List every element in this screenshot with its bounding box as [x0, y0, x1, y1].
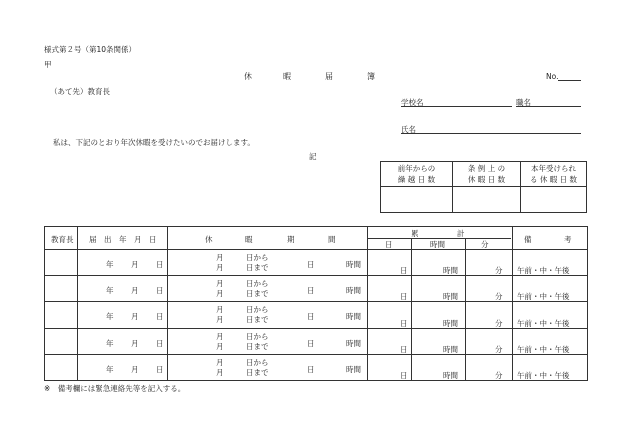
position-label: 職名	[516, 98, 531, 107]
row-to-day: 日まで	[246, 315, 269, 324]
row-period-hours: 時間	[346, 260, 361, 269]
row-total-hours: 時間	[443, 292, 458, 301]
header-biko-1: 備	[524, 235, 532, 244]
header-period-4: 間	[328, 235, 336, 244]
number-label: No.	[546, 72, 559, 81]
row-total-hours: 時間	[443, 266, 458, 275]
row-from-month: 月	[216, 253, 224, 262]
row-day: 日	[156, 286, 164, 295]
row-day: 日	[156, 339, 164, 348]
header-period-2: 暇	[245, 235, 253, 244]
leave-summary-table	[380, 161, 587, 213]
ko-label: 甲	[44, 60, 52, 69]
carryover-cell[interactable]	[381, 187, 453, 212]
row-total-min: 分	[495, 319, 503, 328]
row-month: 月	[131, 286, 139, 295]
row-month: 月	[131, 365, 139, 374]
row-from-day: 日から	[246, 305, 269, 314]
row-period-day: 日	[307, 312, 315, 321]
available-header: 本年受けられ る 休 暇 日 数	[521, 162, 586, 187]
row-to-month: 月	[216, 342, 224, 351]
row-from-day: 日から	[246, 279, 269, 288]
row-biko[interactable]: 午前・中・午後	[517, 371, 570, 380]
row-to-day: 日まで	[246, 342, 269, 351]
title-char-3: 届	[325, 72, 333, 81]
row-from-month: 月	[216, 279, 224, 288]
row-total-day: 日	[400, 345, 408, 354]
name-label: 氏名	[401, 125, 416, 134]
intro-text: 私は、下記のとおり年次休暇を受けたいのでお届けします。	[53, 138, 255, 147]
row-period-day: 日	[307, 339, 315, 348]
statutory-header: 条 例 上 の 休 暇 日 数	[453, 162, 521, 187]
row-total-min: 分	[495, 371, 503, 380]
statutory-cell[interactable]	[453, 187, 521, 212]
row-month: 月	[131, 260, 139, 269]
leave-table	[44, 226, 588, 381]
row-total-day: 日	[400, 266, 408, 275]
row-month: 月	[131, 339, 139, 348]
title-char-4: 簿	[367, 72, 375, 81]
row-to-day: 日まで	[246, 368, 269, 377]
header-days: 日	[385, 240, 393, 249]
row-period-hours: 時間	[346, 365, 361, 374]
row-period-day: 日	[307, 286, 315, 295]
row-total-day: 日	[400, 371, 408, 380]
header-minutes: 分	[481, 240, 489, 249]
row-period-hours: 時間	[346, 339, 361, 348]
row-to-month: 月	[216, 289, 224, 298]
form-number: 様式第２号（第10条関係）	[44, 45, 137, 54]
row-from-day: 日から	[246, 358, 269, 367]
row-day: 日	[156, 260, 164, 269]
position-field[interactable]	[516, 106, 581, 107]
school-field[interactable]	[401, 106, 512, 107]
row-total-hours: 時間	[443, 371, 458, 380]
header-ruikei-1: 累	[411, 229, 419, 238]
header-biko-2: 考	[564, 235, 572, 244]
row-period-hours: 時間	[346, 312, 361, 321]
row-to-month: 月	[216, 263, 224, 272]
number-field[interactable]	[558, 80, 581, 81]
row-total-min: 分	[495, 292, 503, 301]
ki-label: 記	[309, 152, 317, 161]
row-month: 月	[131, 312, 139, 321]
row-period-day: 日	[307, 260, 315, 269]
school-label: 学校名	[401, 98, 424, 107]
row-to-month: 月	[216, 315, 224, 324]
row-period-day: 日	[307, 365, 315, 374]
row-to-day: 日まで	[246, 263, 269, 272]
row-to-month: 月	[216, 368, 224, 377]
row-day: 日	[156, 365, 164, 374]
row-biko[interactable]: 午前・中・午後	[517, 266, 570, 275]
header-period-1: 休	[205, 235, 213, 244]
title-char-2: 暇	[283, 72, 291, 81]
row-year: 年	[106, 286, 114, 295]
title-char-1: 休	[244, 72, 252, 81]
row-total-day: 日	[400, 292, 408, 301]
header-hours: 時間	[430, 240, 445, 249]
name-field[interactable]	[401, 133, 581, 134]
row-total-hours: 時間	[443, 319, 458, 328]
row-biko[interactable]: 午前・中・午後	[517, 345, 570, 354]
row-total-hours: 時間	[443, 345, 458, 354]
row-total-min: 分	[495, 266, 503, 275]
row-year: 年	[106, 339, 114, 348]
row-total-min: 分	[495, 345, 503, 354]
row-year: 年	[106, 260, 114, 269]
row-from-month: 月	[216, 305, 224, 314]
header-period-3: 期	[287, 235, 295, 244]
carryover-header: 前年からの 繰 越 日 数	[381, 162, 453, 187]
row-from-month: 月	[216, 358, 224, 367]
row-from-month: 月	[216, 332, 224, 341]
row-to-day: 日まで	[246, 289, 269, 298]
row-biko[interactable]: 午前・中・午後	[517, 319, 570, 328]
row-day: 日	[156, 312, 164, 321]
row-from-day: 日から	[246, 253, 269, 262]
addressee: （あて先）教育長	[50, 87, 110, 96]
header-date: 届 出 年 月 日	[89, 235, 157, 244]
row-year: 年	[106, 312, 114, 321]
row-from-day: 日から	[246, 332, 269, 341]
row-biko[interactable]: 午前・中・午後	[517, 292, 570, 301]
footnote: ※ 備考欄には緊急連絡先等を記入する。	[44, 384, 186, 393]
header-kyoikucho: 教育長	[51, 235, 74, 244]
available-cell[interactable]	[521, 187, 586, 212]
row-total-day: 日	[400, 319, 408, 328]
row-period-hours: 時間	[346, 286, 361, 295]
row-year: 年	[106, 365, 114, 374]
header-ruikei-2: 計	[457, 229, 465, 238]
